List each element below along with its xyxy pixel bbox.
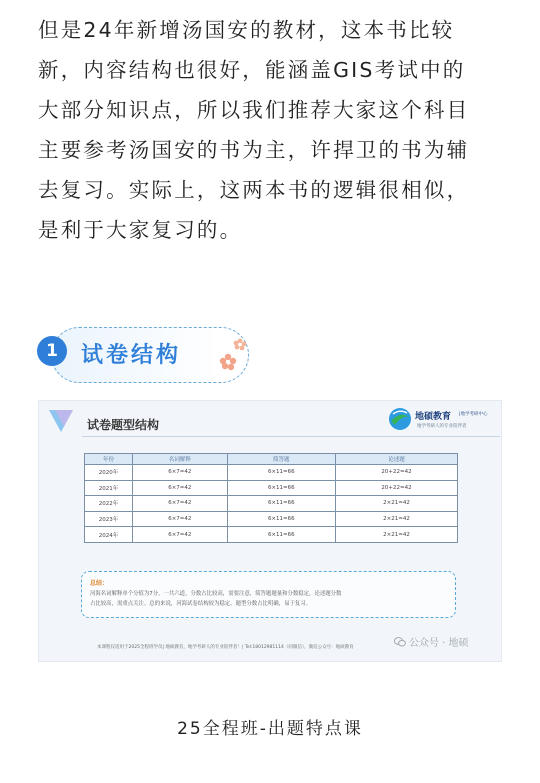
- slide-image: [38, 400, 502, 662]
- column-header: 简答题: [227, 454, 335, 465]
- article-line: 是利于大家复习的。: [38, 218, 243, 242]
- table-cell: 2020年: [85, 465, 133, 481]
- divider: [82, 436, 500, 437]
- flower-decoration-icon: [216, 335, 252, 375]
- table-cell: 6×7=42: [133, 527, 228, 543]
- brand-name: 地硕教育: [415, 412, 452, 422]
- watermark: [394, 634, 469, 649]
- table-cell: 6×7=42: [133, 496, 228, 512]
- article-line: 但是24年新增汤国安的教材，这本书比较: [38, 18, 455, 42]
- table-cell: 6×7=42: [133, 480, 228, 496]
- image-caption: 25全程班-出题特点课: [177, 719, 363, 739]
- table-cell: 6×11=66: [227, 465, 335, 481]
- brand-tag: |地学考研中心: [459, 412, 488, 417]
- table-cell: 6×11=66: [227, 496, 335, 512]
- table-cell: 2×21=42: [335, 527, 457, 543]
- section-number-badge: 1: [37, 336, 67, 366]
- section-title: 试卷结构: [81, 343, 182, 368]
- summary-line: 河海名词解释单个分值为7分，一共六道，分数占比较高，需要注意，简答题题量和分数稳定，论述题分数: [90, 591, 342, 597]
- table-cell: 2×21=42: [335, 511, 457, 527]
- slide-footer: 本课程仅适用于2025全程班学员| 地硕教育，地学考研人的专业陪伴者！| Tel:18012981114（同微信），微信公众号：地硕教育: [97, 645, 354, 650]
- article-line: 新，内容结构也很好，能涵盖GIS考试中的: [38, 58, 466, 82]
- table-cell: 2022年: [85, 496, 133, 512]
- wechat-icon: [394, 637, 406, 647]
- table-cell: 6×7=42: [133, 465, 228, 481]
- summary-title: 总结：: [90, 580, 109, 587]
- table-cell: 2023年: [85, 511, 133, 527]
- table-row: [85, 496, 458, 512]
- summary-text: [90, 589, 447, 609]
- exam-structure-table: [84, 453, 458, 543]
- table-row: [85, 527, 458, 543]
- table-cell: 2×21=42: [335, 496, 457, 512]
- table-row: [85, 480, 458, 496]
- watermark-text: 公众号 · 地硕: [409, 638, 469, 649]
- article-line: 去复习。实际上，这两本书的逻辑很相似，: [38, 178, 470, 202]
- table-row: [85, 465, 458, 481]
- article-line: 主要参考汤国安的书为主，许捍卫的书为辅: [38, 138, 470, 162]
- table-cell: 20+22=42: [335, 465, 457, 481]
- column-header: 年份: [85, 454, 133, 465]
- table-cell: 2021年: [85, 480, 133, 496]
- table-row: [85, 511, 458, 527]
- column-header: 名词解释: [133, 454, 228, 465]
- table-cell: 6×11=66: [227, 527, 335, 543]
- summary-box: [81, 571, 456, 618]
- table-cell: 20+22=42: [335, 480, 457, 496]
- article-text: [38, 10, 508, 250]
- table-cell: 6×11=66: [227, 480, 335, 496]
- brand-slogan: 地学考研人的专业陪伴者: [417, 424, 467, 429]
- slide-title: 试卷题型结构: [87, 418, 160, 432]
- brand-block: [387, 406, 497, 436]
- summary-line: 占比较高，需重点关注。总的来说，河海试卷结构较为稳定，题型分数占比明确，易于复习。: [90, 601, 312, 607]
- article-line: 大部分知识点，所以我们推荐大家这个科目: [38, 98, 470, 122]
- table-cell: 6×11=66: [227, 511, 335, 527]
- column-header: 论述题: [335, 454, 457, 465]
- table-header-row: [85, 454, 458, 465]
- triangle-logo-icon: [49, 410, 73, 432]
- table-cell: 6×7=42: [133, 511, 228, 527]
- table-cell: 2024年: [85, 527, 133, 543]
- globe-logo-icon: [387, 406, 413, 432]
